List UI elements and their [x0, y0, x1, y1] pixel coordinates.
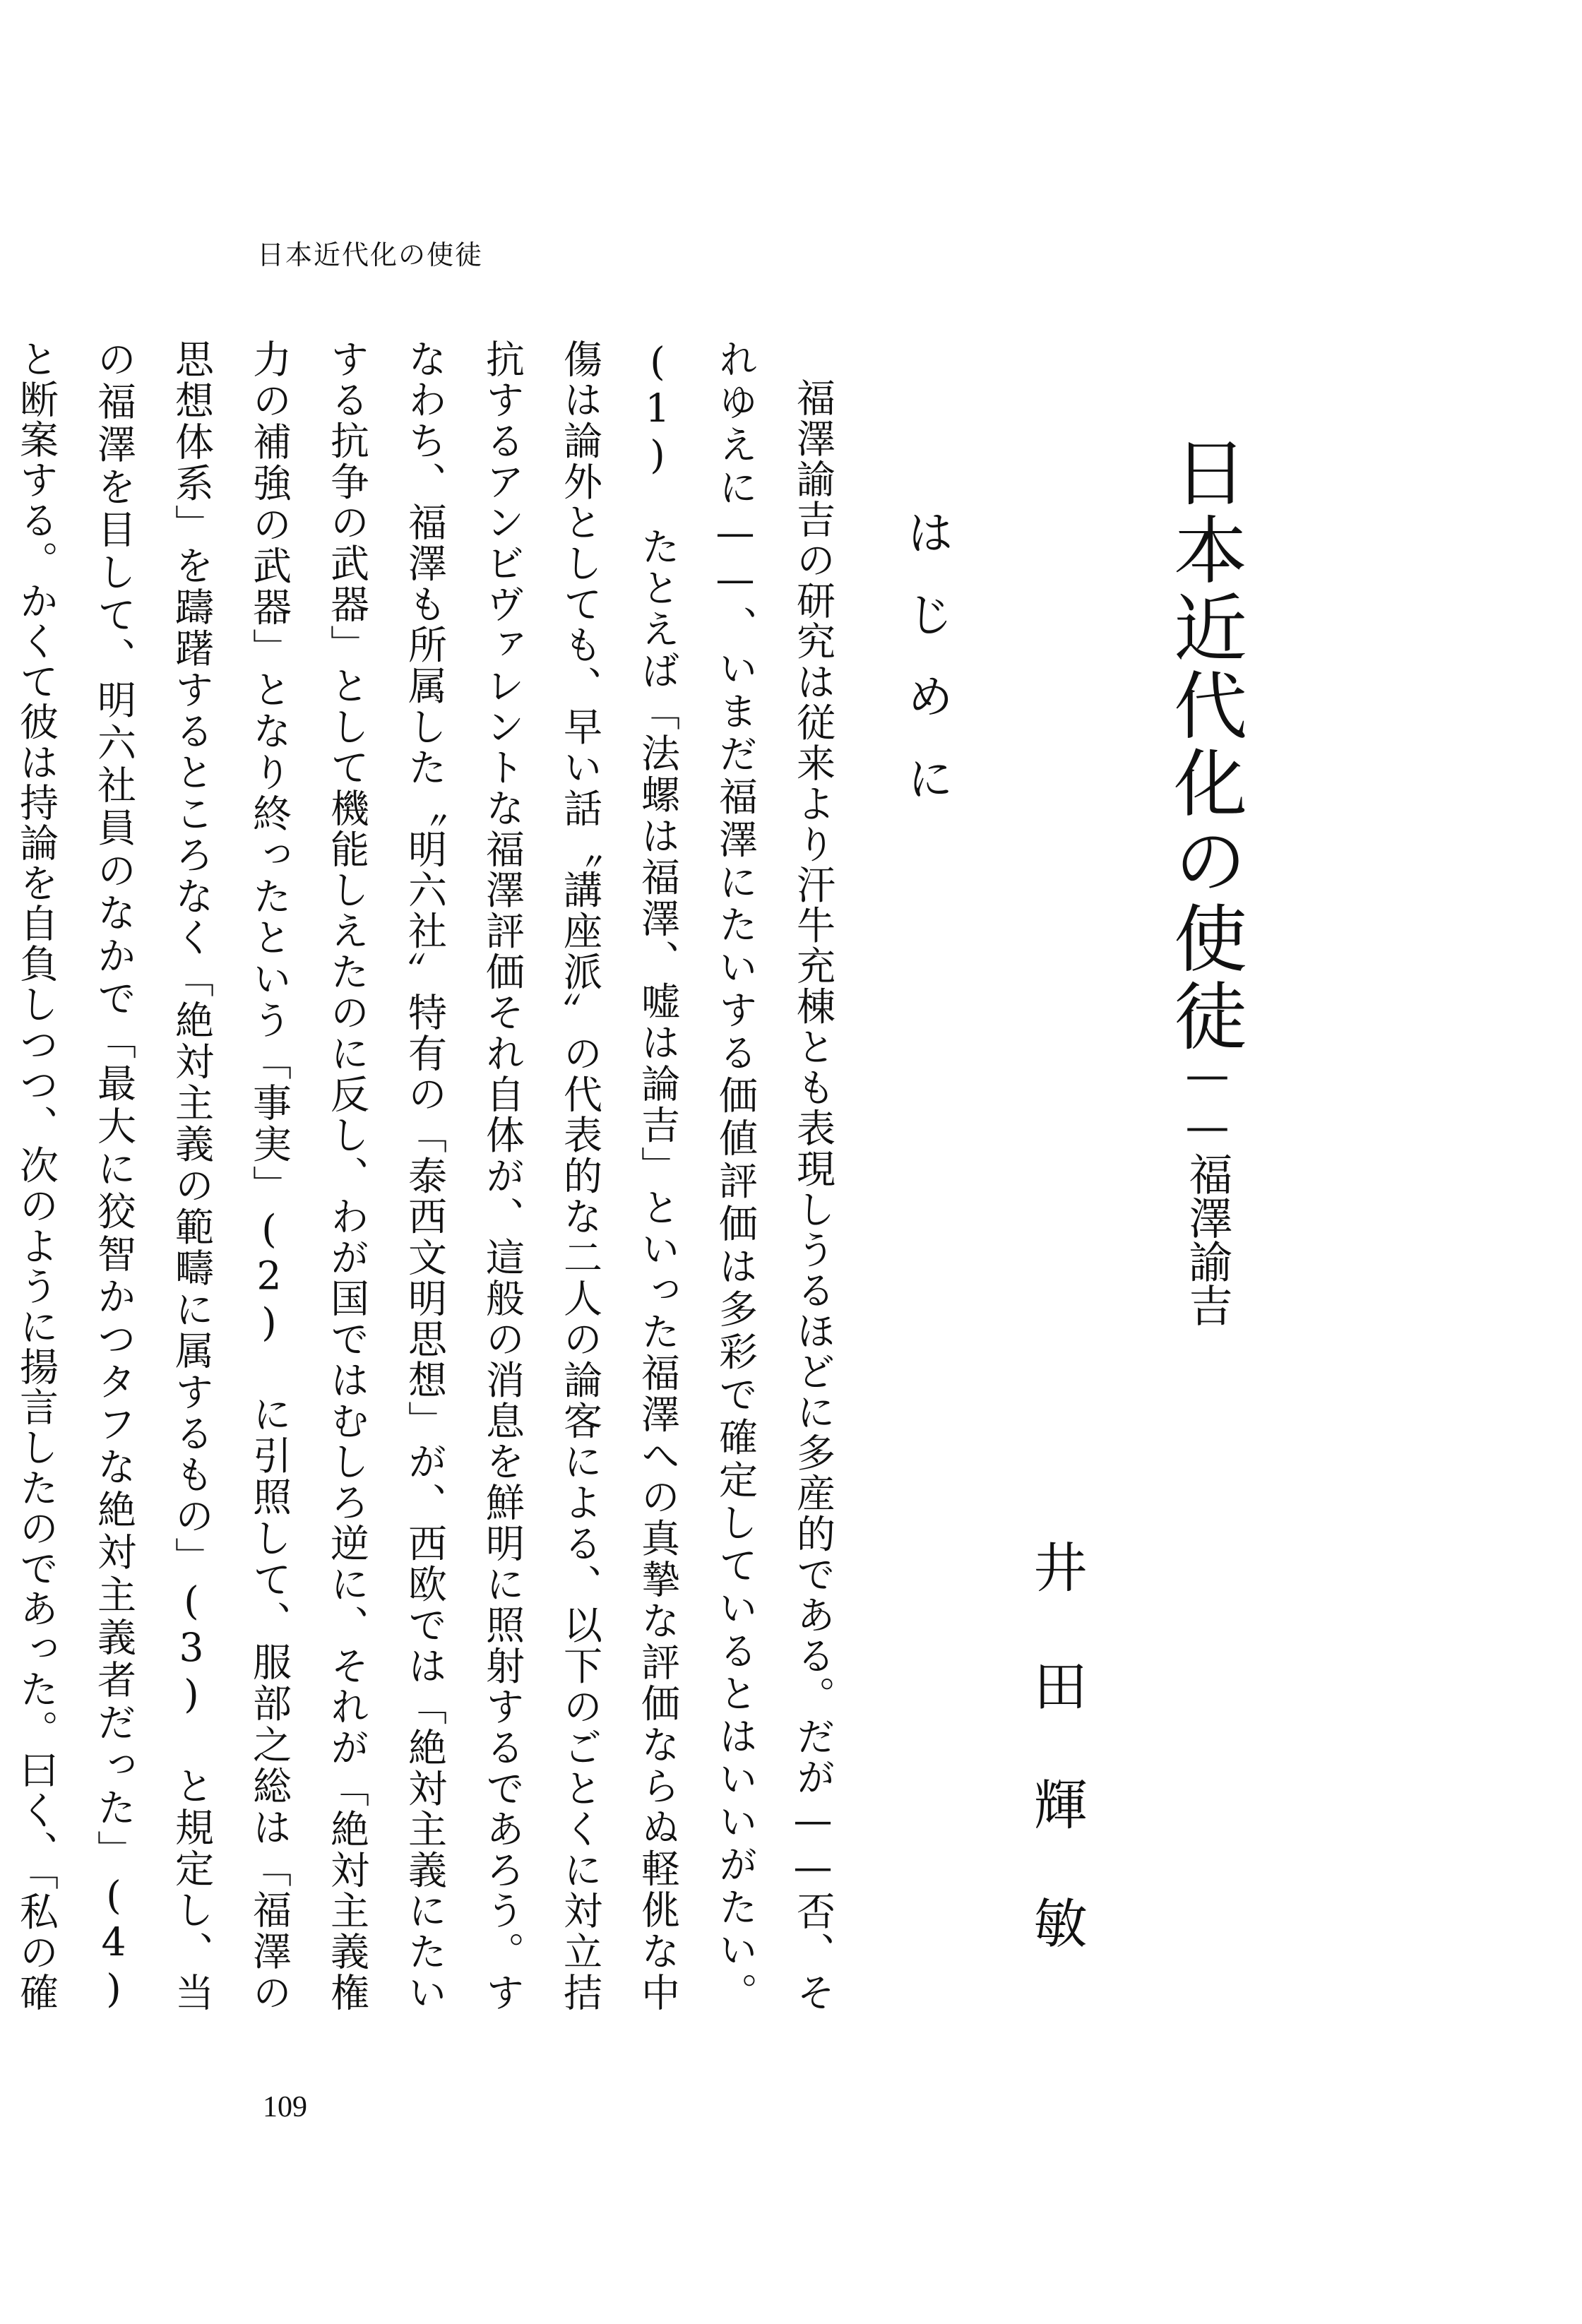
article-title: 日本近代化の使徒 [1161, 434, 1247, 1056]
body-text: 福澤諭吉の研究は従来より汗牛充棟とも表現しうるほどに多産的である。だが——否、それゆえに——、いまだ福澤にたいする価値評価は多彩で確定しているとはいいがたい。(1) たとえば「法螺は福澤、嘘は論吉」といった福澤への真摯な評価ならぬ軽佻な中傷は論外としても、早い話〝講座派〟の代表的な二人の論客による、以下のごとくに対立拮抗するアンビヴァレントな福澤評価それ自体が、這般の消息を鮮明に照射するであろう。すなわち、福澤も所属した〝明六社〟特有の「泰西文明思想」が、西欧では「絶対主義にたいする抗争の武器」として機能しえたのに反し、わが国ではむしろ逆に、それが「絶対主義権力の補強の武器」となり終ったという「事実」(2) に引照して、服部之総は「福澤の思想体系」を躊躇するところなく「絶対主義の範疇に属するもの」(3) と規定し、当の福澤を目して、明六社員のなかで「最大に狡智かつタフな絶対主義者だった」(4) と断案する。かくて彼は持論を自負しつつ、次のように揚言したのであった。曰く、「私の確 [13, 339, 835, 2013]
page-number: 109 [263, 2091, 307, 2123]
author-name: 井田輝敏 [1025, 1539, 1088, 2014]
section-heading: はじめに [899, 508, 953, 836]
article-subtitle: ——福澤諭吉 [1182, 1049, 1233, 1327]
running-head: 日本近代化の使徒 [257, 239, 484, 270]
